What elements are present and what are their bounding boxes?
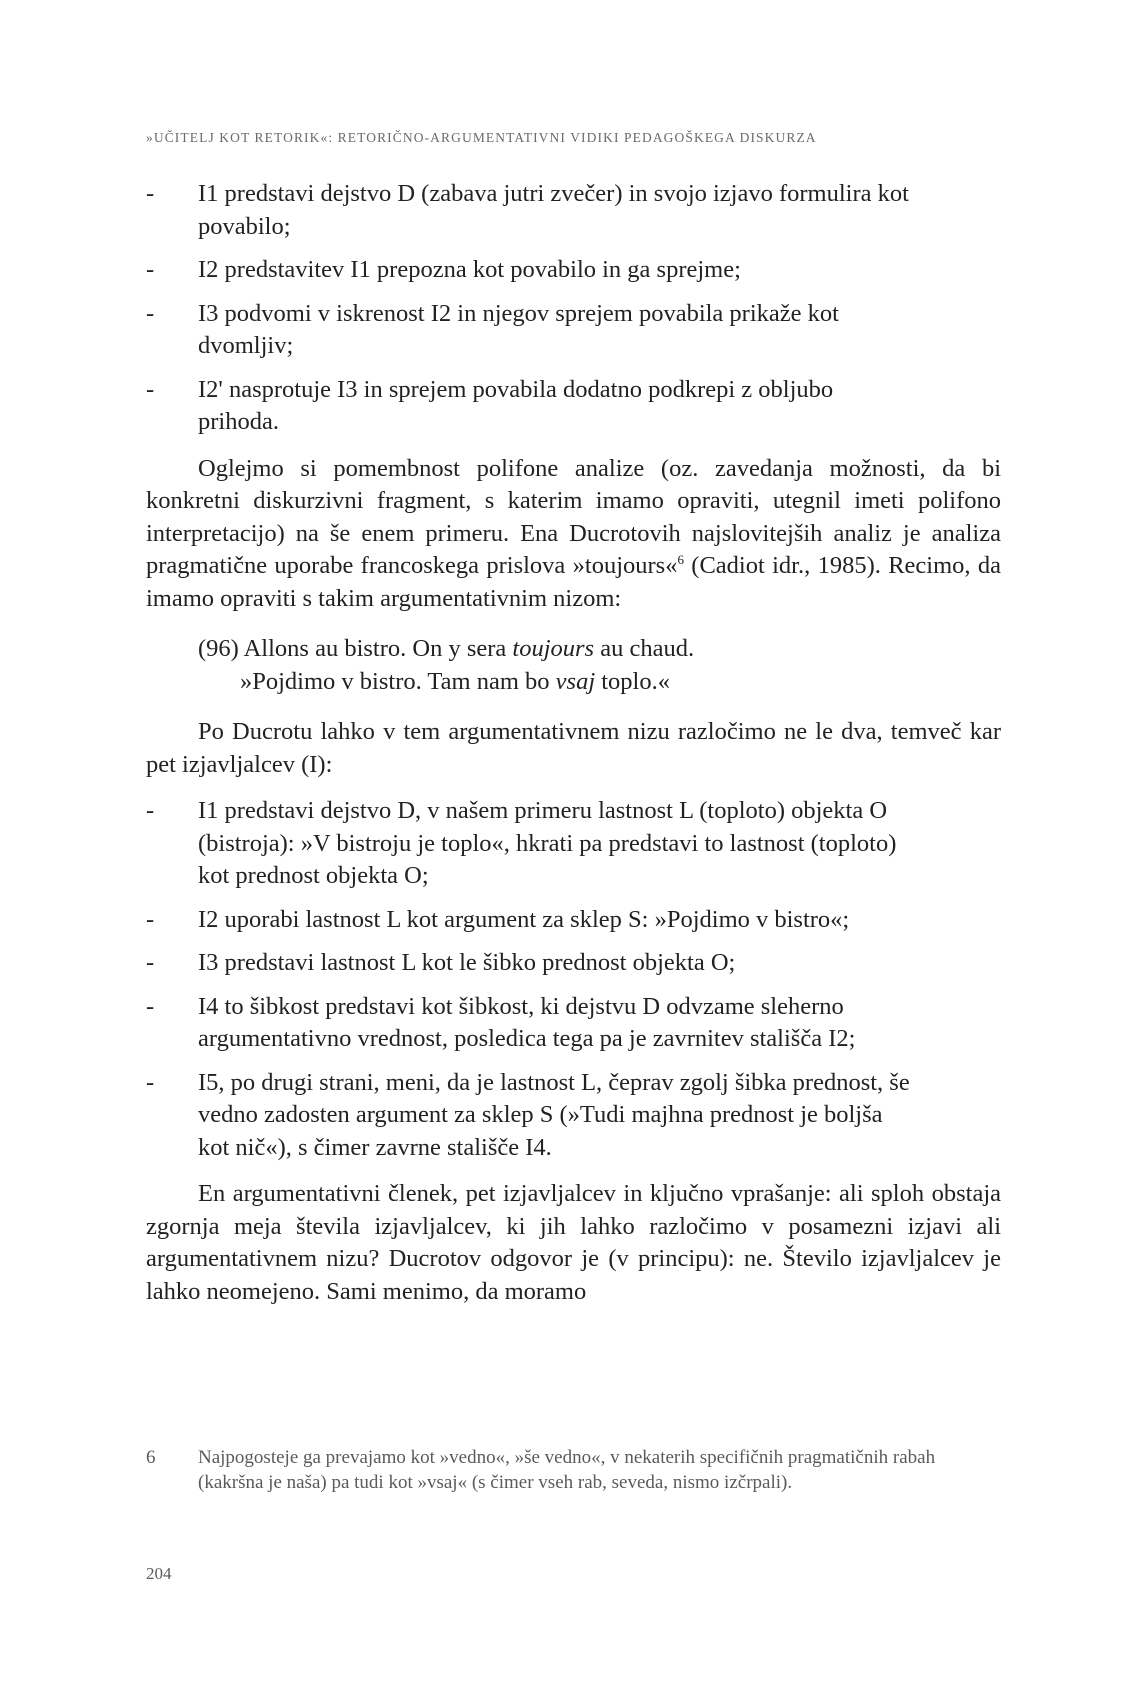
list-item-text: I1 predstavi dejstvo D, v našem primeru lastnost L (toploto) objekta O (bistroja): »V bistroju je toplo«, hkrati pa predstavi to lastnost (toploto) kot prednost objekta O; <box>198 797 897 889</box>
list-item <box>146 178 910 243</box>
list-item-text: I4 to šibkost predstavi kot šibkost, ki dejstvu D odvzame sleherno argumentativno vrednost, posledica tega pa je zavrnitev stališča I2; <box>198 992 856 1052</box>
list-item-text: I2 predstavitev I1 prepozna kot povabilo in ga sprejme; <box>198 256 741 283</box>
list-item <box>146 298 910 363</box>
paragraph-text: (Cadiot idr., 1985). Recimo, da imamo opraviti s takim argumentativnim nizom: <box>146 552 1002 612</box>
example-line-slovene <box>198 666 1001 699</box>
example-96 <box>198 633 1001 698</box>
paragraph-upper-limit: En argumentativni členek, pet izjavljalcev in ključno vprašanje: ali sploh obstaja zgornja meja števila izjavljalcev, ki jih lahko razločimo v posamezni izjavi ali argumentativnem nizu? Ducrotov odgovor je (v principu): ne. Število izjavljalcev je lahko neomejeno. Sami menimo, da moramo <box>146 1180 1001 1305</box>
example-line-french <box>198 633 1001 666</box>
paragraph-text: Oglejmo si pomembnost polifone analize (oz. zavedanja možnosti, da bi konkretni diskurzivni fragment, s katerim imamo opraviti, utegnil imeti polifono interpretacijo) na še enem primeru. Ena Ducrotovih najslovitejših analiz je analiza pragmatične uporabe francoskega prislova »toujours« <box>146 454 1001 579</box>
running-head: »UČITELJ KOT RETORIK«: RETORIČNO-ARGUMENTATIVNI VIDIKI PEDAGOŠKEGA DISKURZA <box>146 130 817 145</box>
list-item <box>146 254 910 287</box>
example-text: toplo.« <box>595 667 670 695</box>
dash-marker: - <box>146 299 155 327</box>
enunciator-list-2 <box>146 795 1001 1164</box>
dash-marker: - <box>146 797 155 824</box>
list-item-text: I2 uporabi lastnost L kot argument za sklep S: »Pojdimo v bistro«; <box>198 905 850 933</box>
dash-marker: - <box>146 949 155 976</box>
dash-marker: - <box>146 905 155 933</box>
dash-marker: - <box>146 992 155 1020</box>
list-item-text: I3 predstavi lastnost L kot le šibko prednost objekta O; <box>198 949 736 976</box>
footnote-text: Najpogosteje ga prevajamo kot »vedno«, »še vedno«, v nekaterih specifičnih pragmatičnih rabah (kakršna je naša) pa tudi kot »vsaj« (s čimer vseh rab, seveda, nismo izčrpali). <box>198 1447 936 1493</box>
main-text <box>146 178 1001 1308</box>
list-item <box>146 1067 910 1165</box>
list-item-text: I3 podvomi v iskrenost I2 in njegov sprejem povabila prikaže kot dvomljiv; <box>198 299 839 359</box>
list-item <box>146 904 910 937</box>
paragraph-polyphonic-analysis <box>146 453 1001 616</box>
example-number: (96) <box>198 635 239 662</box>
example-text: au chaud. <box>594 635 695 662</box>
footnote-reference[interactable]: 6 <box>677 551 684 567</box>
dash-marker: - <box>146 256 155 283</box>
example-italic-word: toujours <box>512 635 595 662</box>
dash-marker: - <box>146 375 155 403</box>
list-item <box>146 991 910 1056</box>
list-item <box>146 947 910 980</box>
list-item <box>146 374 910 439</box>
list-item-text: I5, po drugi strani, meni, da je lastnost L, čeprav zgolj šibka prednost, še vedno zadosten argument za sklep S (»Tudi majhna prednost je boljša kot nič«), s čimer zavrne stališče I4. <box>198 1068 910 1161</box>
example-text: Allons au bistro. On y sera <box>238 635 513 662</box>
list-item-text: I1 predstavi dejstvo D (zabava jutri zvečer) in svojo izjavo formulira kot povabilo; <box>198 180 909 240</box>
footnote-6 <box>146 1446 1001 1495</box>
example-text: »Pojdimo v bistro. Tam nam bo <box>240 667 556 695</box>
page-number: 204 <box>146 1564 172 1583</box>
dash-marker: - <box>146 180 155 207</box>
paragraph-five-enunciators: Po Ducrotu lahko v tem argumentativnem nizu razločimo ne le dva, temveč kar pet izjavljalcev (I): <box>146 718 1001 778</box>
list-item <box>146 795 910 893</box>
footnote-number: 6 <box>146 1447 156 1468</box>
enunciator-list-1 <box>146 178 1001 439</box>
list-item-text: I2' nasprotuje I3 in sprejem povabila dodatno podkrepi z obljubo prihoda. <box>198 375 834 435</box>
example-italic-word: vsaj <box>555 667 596 695</box>
dash-marker: - <box>146 1068 155 1096</box>
